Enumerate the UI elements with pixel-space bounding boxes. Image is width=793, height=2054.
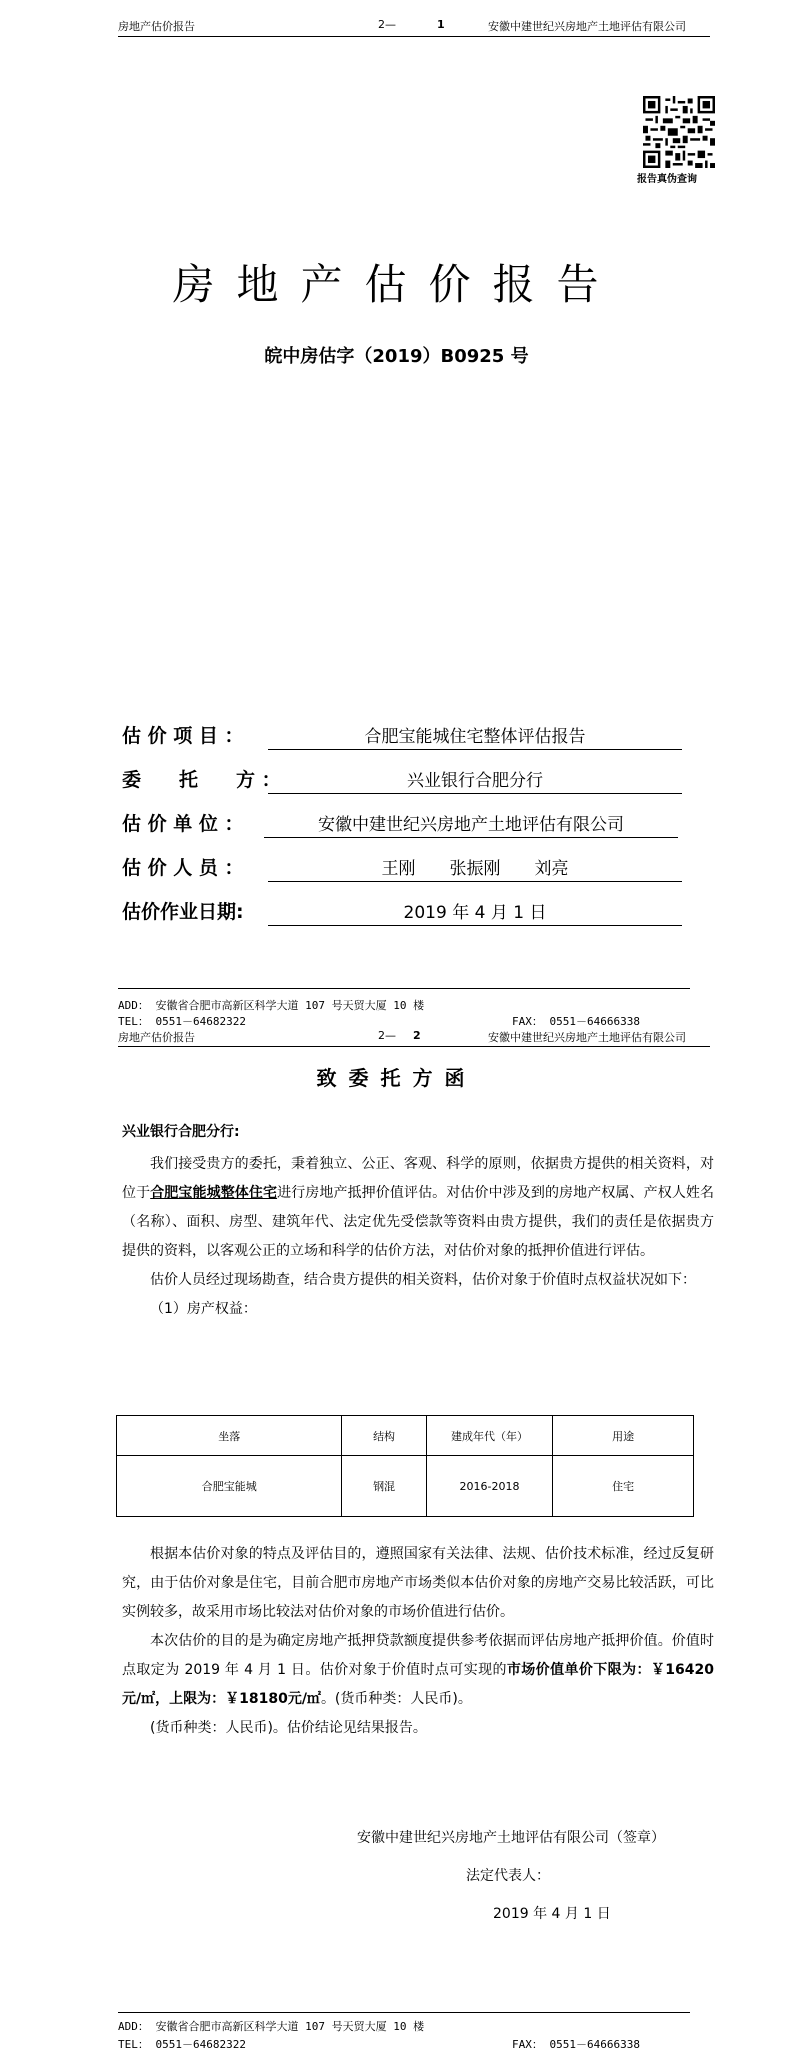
letter-title: 致委托方函 [316, 1066, 477, 1090]
header-page-prefix: 2— [378, 1029, 396, 1042]
paragraph-1-text-c: 进行房地产抵押价值评估。对估价中涉及到的房地产权属、产权人姓名（名称）、面积、房型、建筑年代、法定优先受偿款等资料由贵方提供，我们的责任是依据贵方提供的资料，以客观公正的立场和科学的估价方法，对估价对象的抵押价值进行评估。 [122, 1185, 715, 1259]
qr-caption: 报告真伪查询 [637, 174, 697, 185]
footer-rule [118, 988, 690, 989]
footer-rule [118, 2012, 690, 2013]
paragraph-2: 估价人员经过现场勘查，结合贵方提供的相关资料，估价对象于价值时点权益状况如下： [150, 1272, 696, 1288]
salutation: 兴业银行合肥分行: [122, 1124, 240, 1140]
paragraph-6: (货币种类：人民币)。估价结论见结果报告。 [150, 1720, 427, 1736]
table-cell: 钢混 [342, 1456, 426, 1517]
header-left: 房地产估价报告 [118, 20, 195, 33]
field-label-client: 委 托 方 ： [122, 769, 281, 791]
table-header-row [117, 1416, 694, 1456]
header-page-prefix: 2— [378, 18, 396, 31]
header-right: 安徽中建世纪兴房地产土地评估有限公司 [488, 20, 686, 33]
field-value-appraiser-firm: 安徽中建世纪兴房地产土地评估有限公司 [264, 810, 678, 838]
signature-company: 安徽中建世纪兴房地产土地评估有限公司（签章） [357, 1830, 665, 1846]
table-header: 结构 [342, 1416, 426, 1456]
letter-body-2 [122, 1540, 714, 1743]
table-cell: 2016-2018 [426, 1456, 553, 1517]
table-cell: 住宅 [553, 1456, 694, 1517]
field-value-client: 兴业银行合肥分行 [268, 766, 682, 794]
footer-fax: FAX： 0551－64666338 [512, 2038, 640, 2051]
footer-tel: TEL： 0551－64682322 [118, 2038, 246, 2051]
field-label-appraiser-firm: 估 价 单 位 ： [122, 813, 244, 835]
table-row [117, 1456, 694, 1517]
footer-fax: FAX： 0551－64666338 [512, 1015, 640, 1028]
header-page-number: 1 [437, 18, 445, 31]
footer-address: ADD： 安徽省合肥市高新区科学大道 107 号天贸大厦 10 楼 [118, 2020, 425, 2033]
field-label-appraisers: 估 价 人 员 ： [122, 857, 244, 879]
signature-legal-rep: 法定代表人： [466, 1868, 550, 1884]
footer-address: ADD： 安徽省合肥市高新区科学大道 107 号天贸大厦 10 楼 [118, 999, 425, 1012]
paragraph-5-text-c: 。(货币种类：人民币)。 [320, 1691, 472, 1707]
header-rule [118, 36, 710, 37]
signature-date: 2019 年 4 月 1 日 [493, 1906, 611, 1922]
property-name-highlight: 合肥宝能城整体住宅 [150, 1185, 278, 1201]
table-header: 用途 [553, 1416, 694, 1456]
paragraph-3: （1）房产权益： [150, 1301, 257, 1317]
paragraph-5 [122, 1627, 714, 1714]
paragraph-1 [122, 1150, 714, 1266]
property-rights-table [116, 1415, 694, 1517]
paragraph-4: 根据本估价对象的特点及评估目的，遵照国家有关法律、法规、估价技术标准，经过反复研究，由于估价对象是住宅，目前合肥市房地产市场类似本估价对象的房地产交易比较活跃，可比实例较多，故采用市场比较法对估价对象的市场价值进行估价。 [122, 1546, 714, 1620]
field-label-project: 估 价 项 目 ： [122, 725, 244, 747]
header-right: 安徽中建世纪兴房地产土地评估有限公司 [488, 1031, 686, 1044]
table-header: 建成年代（年） [426, 1416, 553, 1456]
report-title: 房地产估价报告 [172, 260, 621, 309]
footer-tel: TEL： 0551－64682322 [118, 1015, 246, 1028]
paragraph-1-text-a: 我们接受贵方的委托，秉着独立、公正、客观、科学的原则，依据贵方提供的相关资料，对位于 [122, 1156, 714, 1201]
market-value-range: 市场价值单价下限为：￥16420元/㎡，上限为：￥18180元/㎡ [122, 1662, 714, 1707]
table-header: 坐落 [117, 1416, 342, 1456]
header-left: 房地产估价报告 [118, 1031, 195, 1044]
field-label-work-date: 估价作业日期: [122, 901, 244, 923]
document-number: 皖中房估字（2019）B0925 号 [264, 346, 529, 367]
field-value-appraisers: 王刚 张振刚 刘亮 [268, 854, 682, 882]
header-rule [118, 1046, 710, 1047]
field-value-project: 合肥宝能城住宅整体评估报告 [268, 722, 682, 750]
header-page-number: 2 [413, 1029, 421, 1042]
paragraph-5-text-a: 本次估价的目的是为确定房地产抵押贷款额度提供参考依据而评估房地产抵押价值。价值时点取定为 2019 年 4 月 1 日。估价对象于价值时点可实现的 [122, 1633, 714, 1678]
table-cell: 合肥宝能城 [117, 1456, 342, 1517]
letter-body [122, 1150, 714, 1324]
field-value-work-date: 2019 年 4 月 1 日 [268, 898, 682, 926]
qr-code-icon [643, 96, 715, 168]
